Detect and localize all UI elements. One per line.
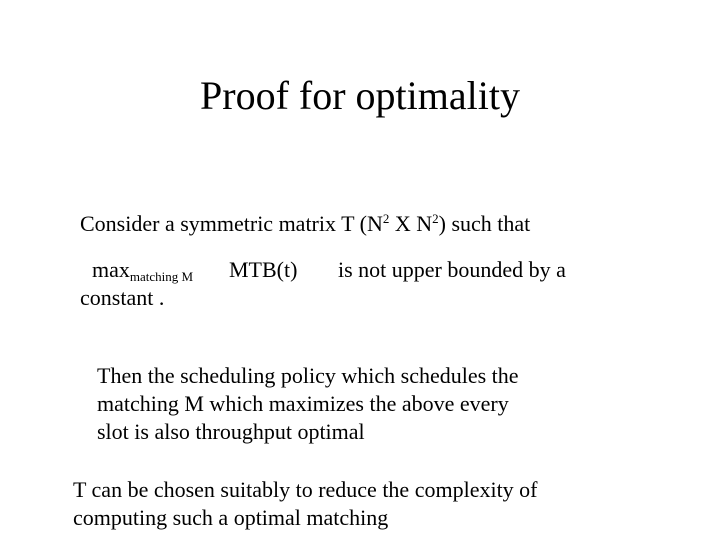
max-word: max (92, 257, 130, 282)
matrix-text-mid: X N (389, 211, 433, 236)
exponent-2: 2 (432, 211, 439, 226)
complexity-paragraph-line-1: T can be chosen suitably to reduce the complexity of (73, 477, 538, 502)
mtb-term: MTB(t) (229, 257, 298, 282)
matrix-definition-line (80, 210, 530, 238)
max-expression (92, 256, 193, 284)
policy-paragraph-line-3: slot is also throughput optimal (97, 419, 365, 444)
complexity-paragraph-line-2: computing such a optimal matching (73, 505, 389, 530)
constant-text: constant . (80, 285, 165, 310)
policy-paragraph-line-1: Then the scheduling policy which schedules the (97, 363, 519, 388)
max-subscript: matching M (129, 269, 194, 284)
slide-title: Proof for optimality (200, 73, 520, 118)
matrix-text-post: ) such that (438, 211, 531, 236)
exponent-1: 2 (382, 211, 390, 226)
bound-condition-text: is not upper bounded by a (338, 257, 566, 282)
matrix-text-pre: Consider a symmetric matrix T (N (80, 211, 383, 236)
policy-paragraph-line-2: matching M which maximizes the above every (97, 391, 509, 416)
